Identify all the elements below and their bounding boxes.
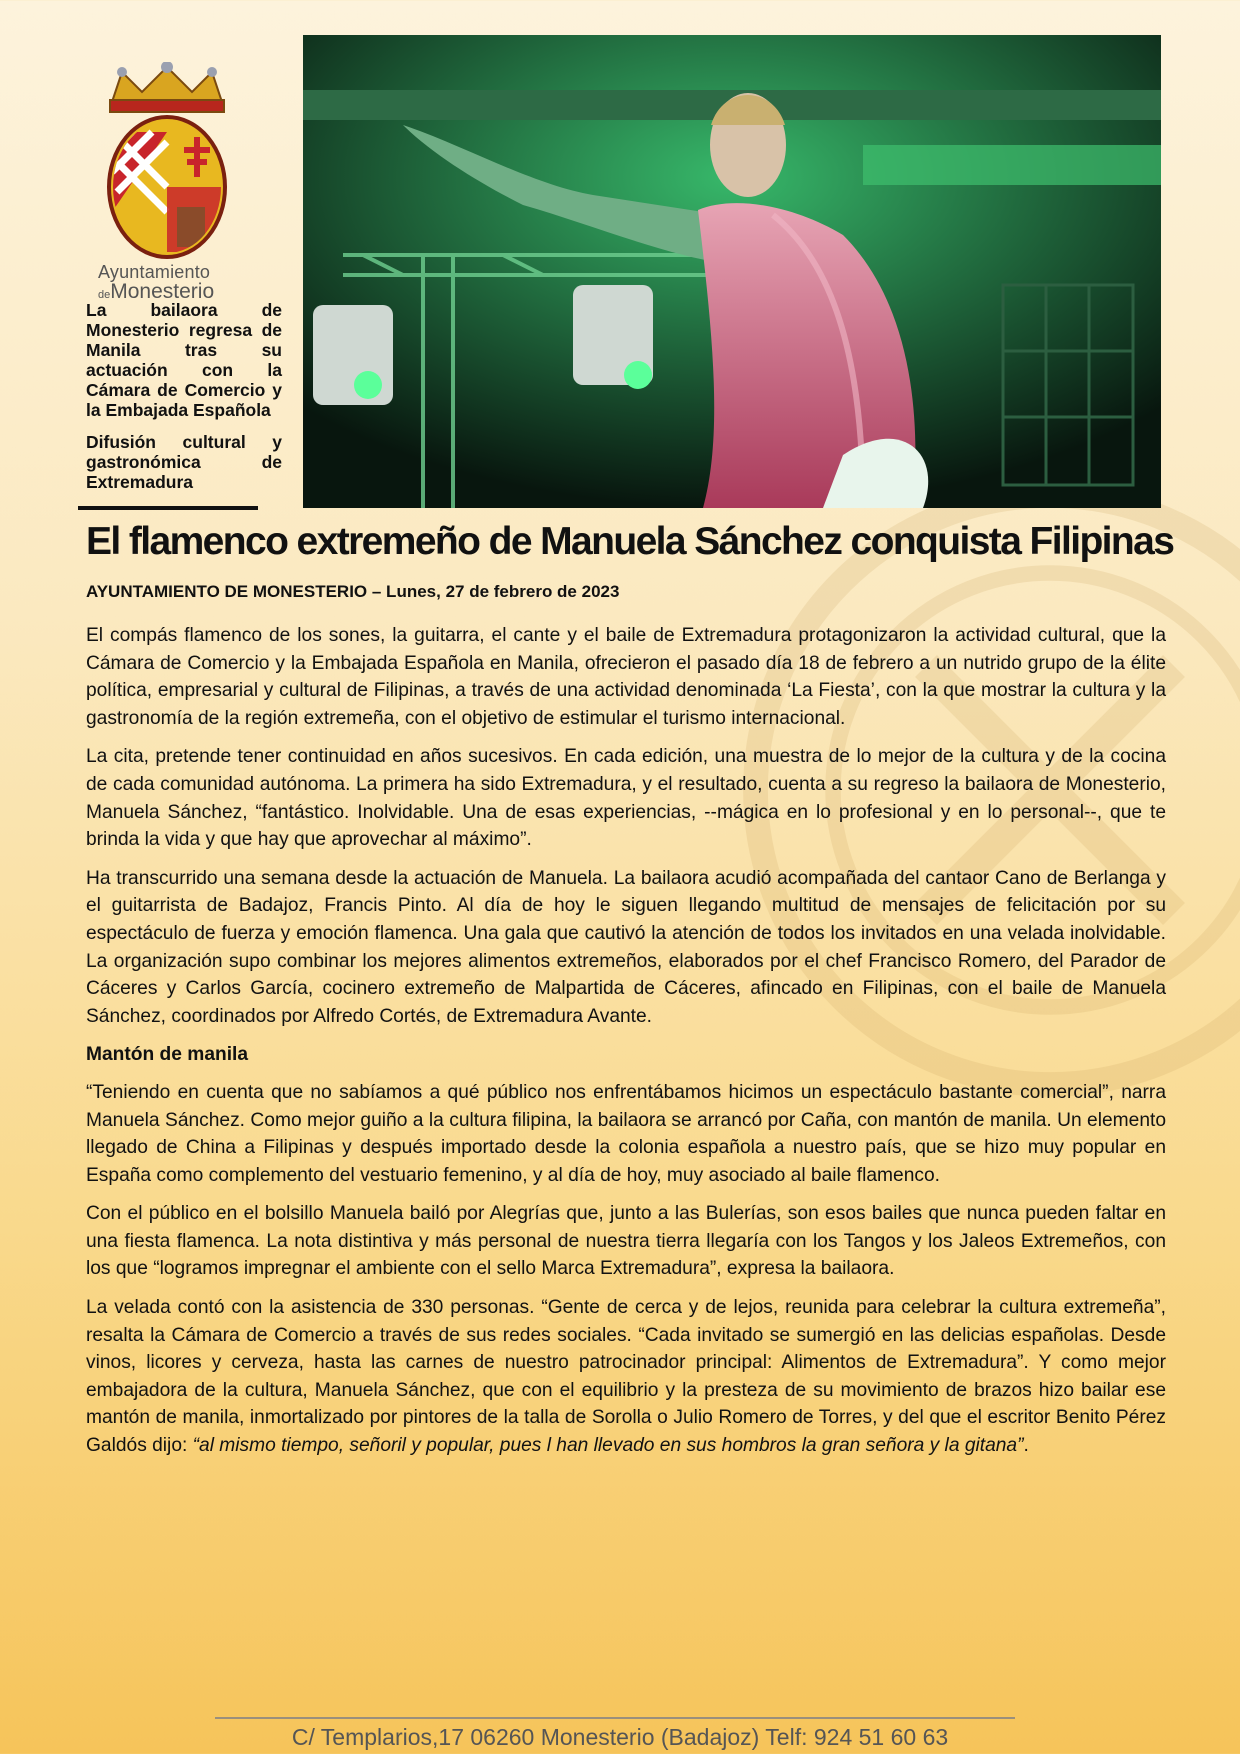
article-body	[86, 622, 1166, 1471]
logo-text-ayuntamiento: Ayuntamiento	[98, 262, 211, 282]
section-subhead: Mantón de manila	[86, 1044, 249, 1066]
stage-light-icon	[313, 305, 393, 405]
footer-divider	[215, 1717, 1015, 1719]
paragraph: La cita, pretende tener continuidad en años sucesivos. En cada edición, una muestra de lo mejor de la cultura y de la cocina de cada comunidad autónoma. La primera ha sido Extremadura, y el resultado, cuenta a su regreso la bailaora de Monesterio, Manuela Sánchez, “fantástico. Inolvidable. Una de esas experiencias, --mágica en lo profesional y en lo personal--, que te brinda la vida y que hay que aprovechar al máximo”.	[86, 746, 1166, 851]
logo-text-monesterio: deMonesterio	[98, 280, 215, 303]
paragraph-final: La velada contó con la asistencia de 330 personas. “Gente de cerca y de lejos, reunida para celebrar la cultura extremeña”, resalta la Cámara de Comercio a través de sus redes sociales. “Cada invitado se sumergió en las delicias españolas. Desde vinos, licores y cerveza, hasta las carnes de nuestro patrocinador principal: Alimentos de Extremadura”. Y como mejor embajadora de la cultura, Manuela Sánchez, que con el equilibrio y la presteza de su movimiento de brazos hizo bailar ese mantón de manila, inmortalizado por pintores de la talla de Sorolla o Julio Romero de Torres, y del que el escritor Benito Pérez Galdós dijo: “al mismo tiempo, señoril y popular, pues l han llevado en sus hombros la gran señora y la gitana”.	[86, 1297, 1166, 1457]
article-byline: AYUNTAMIENTO DE MONESTERIO – Lunes, 27 de febrero de 2023	[86, 582, 620, 601]
article-headline: El flamenco extremeño de Manuela Sánchez conquista Filipinas	[86, 520, 1174, 563]
side-headline-1: La bailaora de Monesterio regresa de Manila tras su actuación con la Cámara de Comercio y la Embajada Española	[86, 300, 282, 420]
paragraph: Con el público en el bolsillo Manuela bailó por Alegrías que, junto a las Bulerías, son esos bailes que nunca pueden faltar en una fiesta flamenca. La nota distintiva y más personal de nuestra tierra llegaría con los Tangos y los Jaleos Extremeños, con los que “logramos impregnar el ambiente con el sello Marca Extremadura”, expresa la bailaora.	[86, 1203, 1166, 1280]
side-headlines	[86, 300, 282, 504]
paragraph: Ha transcurrido una semana desde la actuación de Manuela. La bailaora acudió acompañada del cantaor Cano de Berlanga y el guitarrista de Badajoz, Francis Pinto. Al día de hoy le siguen llegando multitud de mensajes de felicitación por su espectáculo de fuerza y emoción flamenca. Una gala que cautivó la atención de todos los invitados en una velada inolvidable. La organización supo combinar los mejores alimentos extremeños, elaborados por el chef Francisco Romero, del Parador de Cáceres y Carlos García, cocinero extremeño de Malpartida de Cáceres, afincado en Filipinas, con el baile de Manuela Sánchez, coordinados por Alfredo Cortés, de Extremadura Avante.	[86, 867, 1166, 1027]
side-headline-2: Difusión cultural y gastronómica de Extremadura	[86, 432, 282, 492]
galdos-quote: “al mismo tiempo, señoril y popular, pues l han llevado en sus hombros la gran señora y la gitana”	[192, 1435, 1024, 1457]
dancer-photo	[303, 35, 1161, 508]
paragraph: El compás flamenco de los sones, la guitarra, el cante y el baile de Extremadura protagonizaron la actividad cultural, que la Cámara de Comercio y la Embajada Española en Manila, ofrecieron el pasado día 18 de febrero a un nutrido grupo de la élite política, empresarial y cultural de Filipinas, a través de una actividad denominada ‘La Fiesta’, con la que mostrar la cultura y la gastronomía de la región extremeña, con el objetivo de estimular el turismo internacional.	[86, 625, 1166, 729]
coat-of-arms-logo	[92, 62, 242, 262]
footer-address: C/ Templarios,17 06260 Monesterio (Badajoz) Telf: 924 51 60 63	[291, 1724, 949, 1750]
side-divider	[78, 506, 258, 510]
paragraph: “Teniendo en cuenta que no sabíamos a qué público nos enfrentábamos hicimos un espectáculo bastante comercial”, narra Manuela Sánchez. Como mejor guiño a la cultura filipina, la bailaora se arrancó por Caña, con mantón de manila. Un elemento llegado de China a Filipinas y después importado desde la colonia española a nuestro país, que se hizo muy popular en España como complemento del vestuario femenino, y al día de hoy, muy asociado al baile flamenco.	[86, 1081, 1166, 1186]
